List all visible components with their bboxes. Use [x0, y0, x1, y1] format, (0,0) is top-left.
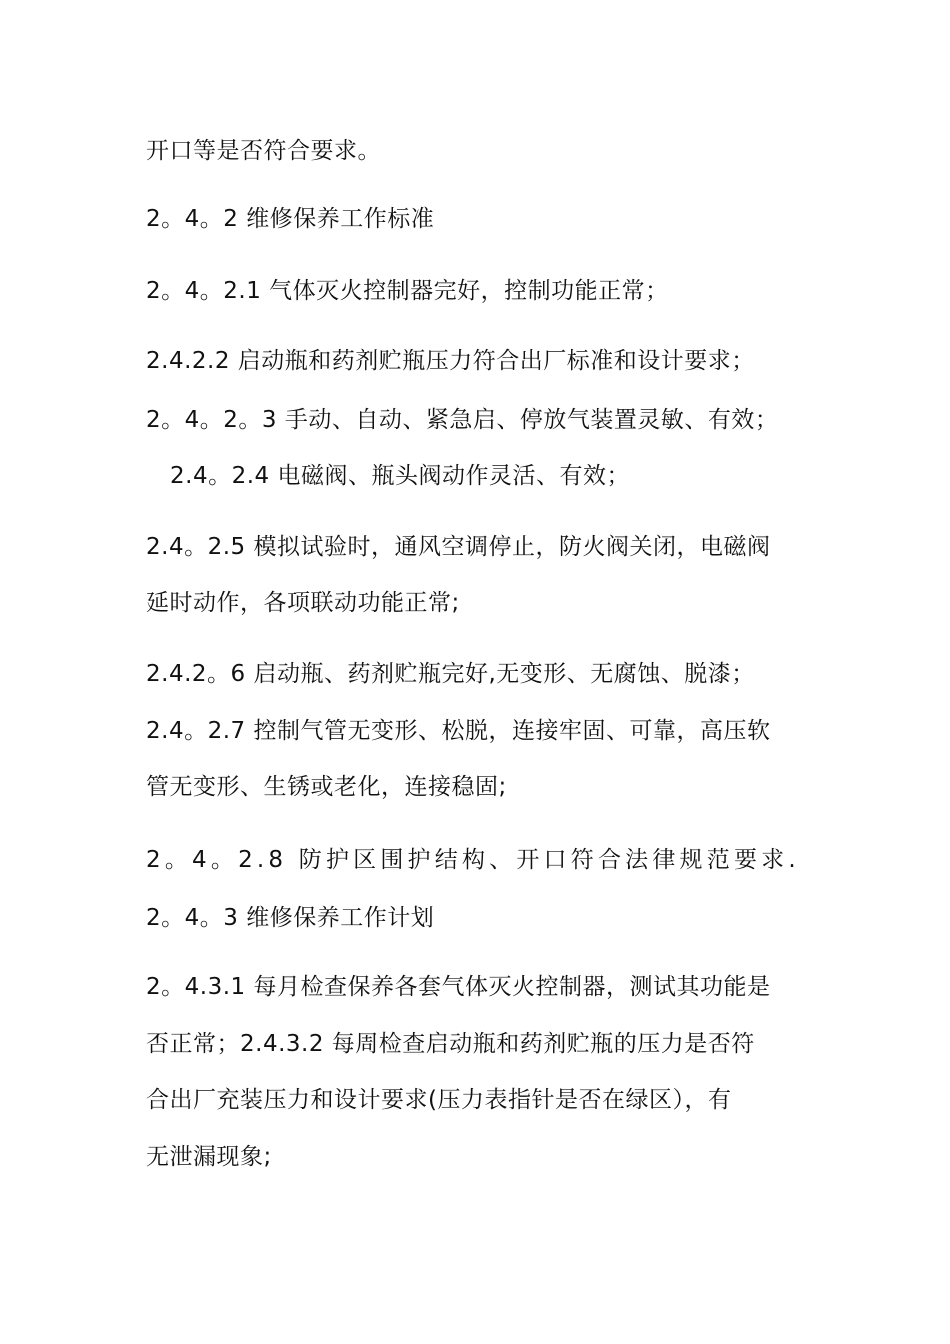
text-line-2-4-2-6: 2.4.2。6 启动瓶、药剂贮瓶完好,无变形、无腐蚀、脱漆；	[146, 661, 755, 687]
text-line-2-4-3-2-end: 无泄漏现象;	[146, 1144, 272, 1170]
text-line-2-4-2-4: 2.4。2.4 电磁阀、瓶头阀动作灵活、有效；	[170, 463, 630, 489]
text-line-2-4-3-1: 2。4.3.1 每月检查保养各套气体灭火控制器，测试其功能是	[146, 974, 771, 1000]
text-line-2-4-2-1: 2。4。2.1 气体灭火控制器完好，控制功能正常；	[146, 278, 669, 304]
section-heading-2-4-2: 2。4。2 维修保养工作标准	[146, 206, 435, 232]
text-line-2-4-2-7-cont: 管无变形、生锈或老化，连接稳固;	[146, 774, 507, 800]
text-line-2-4-2-2: 2.4.2.2 启动瓶和药剂贮瓶压力符合出厂标准和设计要求；	[146, 348, 755, 374]
section-heading-2-4-3: 2。4。3 维修保养工作计划	[146, 905, 435, 931]
text-line-2-4-2-7: 2.4。2.7 控制气管无变形、松脱，连接牢固、可靠，高压软	[146, 718, 771, 744]
text-line-2-4-3-2: 否正常；2.4.3.2 每周检查启动瓶和药剂贮瓶的压力是否符	[146, 1031, 755, 1057]
text-line-2-4-3-2-cont: 合出厂充装压力和设计要求(压力表指针是否在绿区），有	[146, 1087, 732, 1113]
text-line-2-4-2-3: 2。4。2。3 手动、自动、紧急启、停放气装置灵敏、有效；	[146, 407, 779, 433]
text-line-2-4-2-5: 2.4。2.5 模拟试验时，通风空调停止，防火阀关闭，电磁阀	[146, 534, 771, 560]
text-line-1: 开口等是否符合要求。	[146, 138, 381, 164]
text-line-2-4-2-8: 2。4。2.8 防护区围护结构、开口符合法律规范要求.	[146, 847, 800, 873]
text-line-2-4-2-5-cont: 延时动作，各项联动功能正常;	[146, 590, 460, 616]
